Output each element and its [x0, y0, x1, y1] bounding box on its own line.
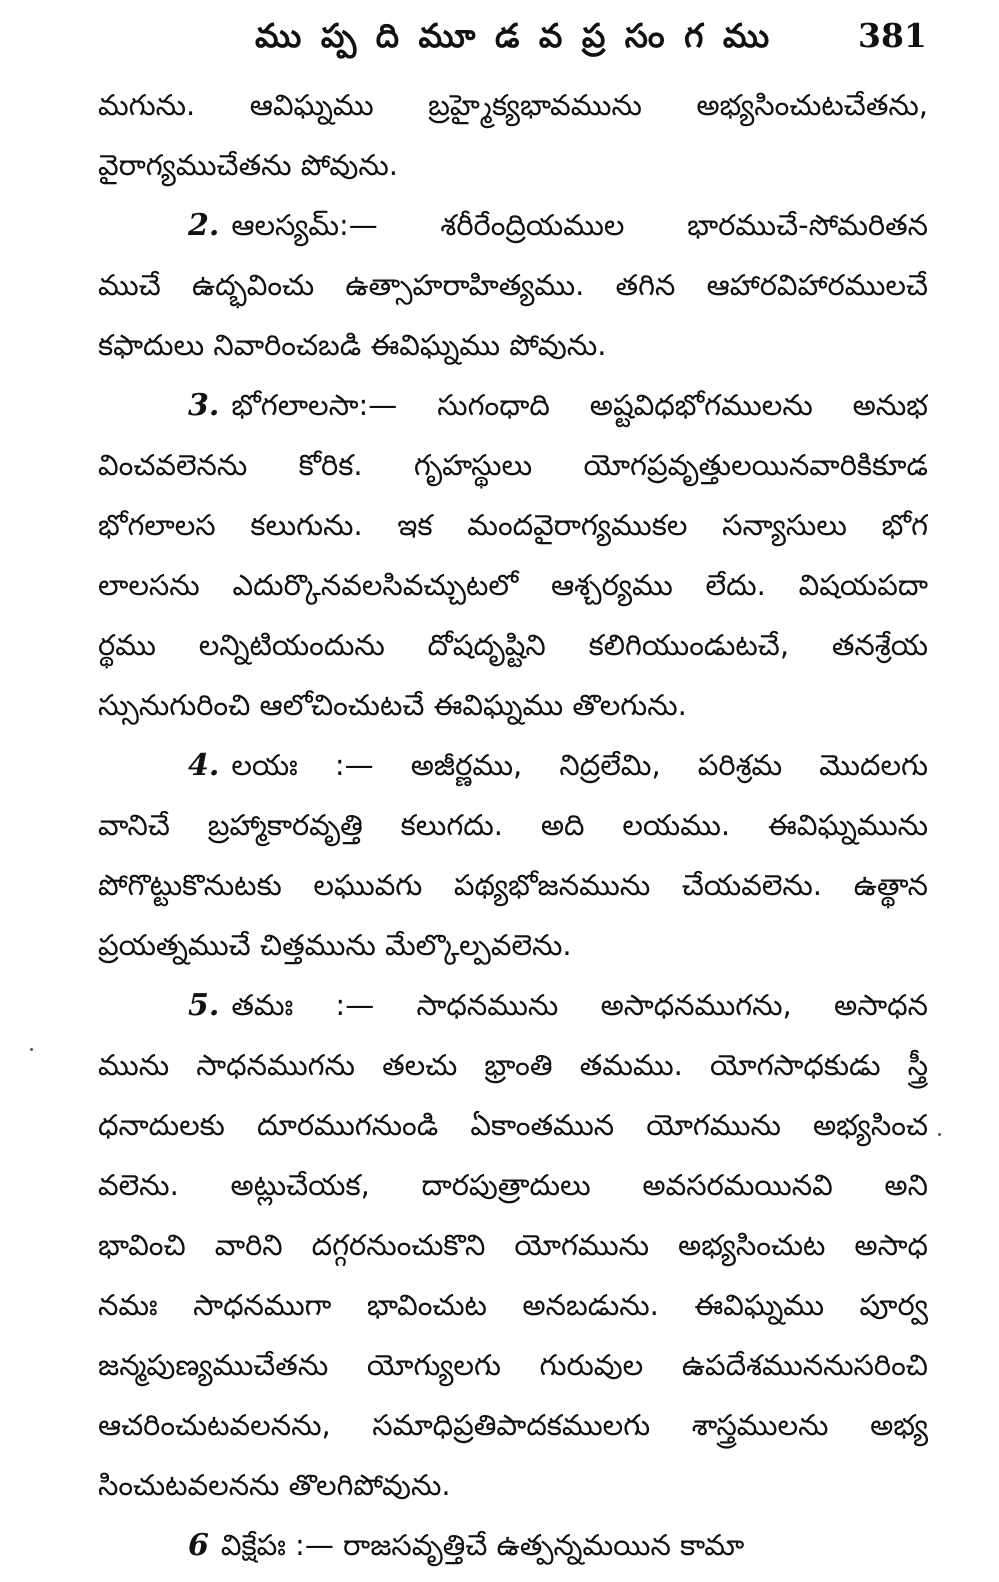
- text-line: ఆచరించుటవలనను, సమాధిప్రతిపాదకములగు శాస్త్రములను అభ్య: [98, 1408, 928, 1442]
- numbered-paragraph-line: 4. లయః :— అజీర్ణము, నిద్రలేమి, పరిశ్రమ మొదలగు: [188, 748, 928, 783]
- item-number: 3.: [188, 388, 220, 423]
- scan-speck: [30, 1048, 33, 1051]
- numbered-paragraph-line: 6 విక్షేపః :— రాజసవృత్తిచే ఉత్పన్నమయిన కామా: [188, 1528, 745, 1563]
- text-line: వించవలెనను కోరిక. గృహస్థులు యోగప్రవృత్తులయినవారికికూడ: [98, 448, 928, 482]
- text-line: వానిచే బ్రహ్మాకారవృత్తి కలుగదు. అది లయము. ఈవిఘ్నమును: [98, 808, 928, 842]
- page-header: [0, 12, 999, 62]
- text-line: జన్మపుణ్యముచేతను యోగ్యులగు గురువుల ఉపదేశముననుసరించి: [98, 1348, 928, 1382]
- text-line: భావించి వారిని దగ్గరనుంచుకొని యోగమును అభ్యసించుట అసాధ: [98, 1228, 928, 1262]
- text-line: వైరాగ్యముచేతను పోవును.: [98, 148, 398, 182]
- text-line: మగును. ఆవిఘ్నము బ్రహ్మైక్యభావమును అభ్యసించుటచేతను,: [98, 88, 928, 122]
- text-line: స్సునుగురించి ఆలోచించుటచే ఈవిఘ్నము తొలగును.: [98, 688, 687, 722]
- text-line: వలెను. అట్లుచేయక, దారపుత్రాదులు అవసరమయినవి అని: [98, 1168, 928, 1202]
- item-number: 2.: [188, 208, 220, 243]
- page-number: 381: [858, 16, 927, 55]
- text-line: భోగలాలస కలుగును. ఇక మందవైరాగ్యముకల సన్యాసులు భోగ: [98, 508, 928, 542]
- text-line: మును సాధనముగను తలచు భ్రాంతి తమము. యోగసాధకుడు స్త్రీ: [98, 1048, 928, 1082]
- numbered-paragraph-line: 2. ఆలస్యమ్:— శరీరేంద్రియముల భారముచే-సోమరితన: [188, 208, 928, 243]
- text-line: ధనాదులకు దూరముగనుండి ఏకాంతమున యోగమును అభ్యసించ: [98, 1108, 928, 1142]
- item-number: 5.: [188, 988, 220, 1023]
- text-line: ర్థము లన్నిటియందును దోషదృష్టిని కలిగియుండుటచే, తనశ్రేయ: [98, 628, 928, 662]
- item-number: 6: [188, 1528, 209, 1563]
- text-line: లాలసను ఎదుర్కొనవలసివచ్చుటలో ఆశ్చర్యము లేదు. విషయపదా: [98, 568, 928, 602]
- scan-speck: [938, 1133, 941, 1136]
- text-line: ప్రయత్నముచే చిత్తమును మేల్కొల్పవలెను.: [98, 928, 572, 962]
- body-text: [98, 82, 928, 1582]
- text-line: పోగొట్టుకొనుటకు లఘువగు పథ్యభోజనమును చేయవలెను. ఉత్థాన: [98, 868, 928, 902]
- text-line: నమః సాధనముగా భావించుట అనబడును. ఈవిఘ్నము పూర్వ: [98, 1288, 928, 1322]
- running-head: ము ప్ప ది మూ డ వ ప్ర సం గ ము: [255, 16, 774, 55]
- text-line: కఫాదులు నివారించబడి ఈవిఘ్నము పోవును.: [98, 328, 607, 362]
- text-line: సించుటవలనను తొలగిపోవును.: [98, 1468, 451, 1502]
- numbered-paragraph-line: 3. భోగలాలసా:— సుగంధాది అష్టవిధభోగములను అనుభ: [188, 388, 928, 423]
- item-number: 4.: [188, 748, 220, 783]
- numbered-paragraph-line: 5. తమః :— సాధనమును అసాధనముగను, అసాధన: [188, 988, 928, 1023]
- text-line: ముచే ఉద్భవించు ఉత్సాహరాహిత్యము. తగిన ఆహారవిహారములచే: [98, 268, 928, 302]
